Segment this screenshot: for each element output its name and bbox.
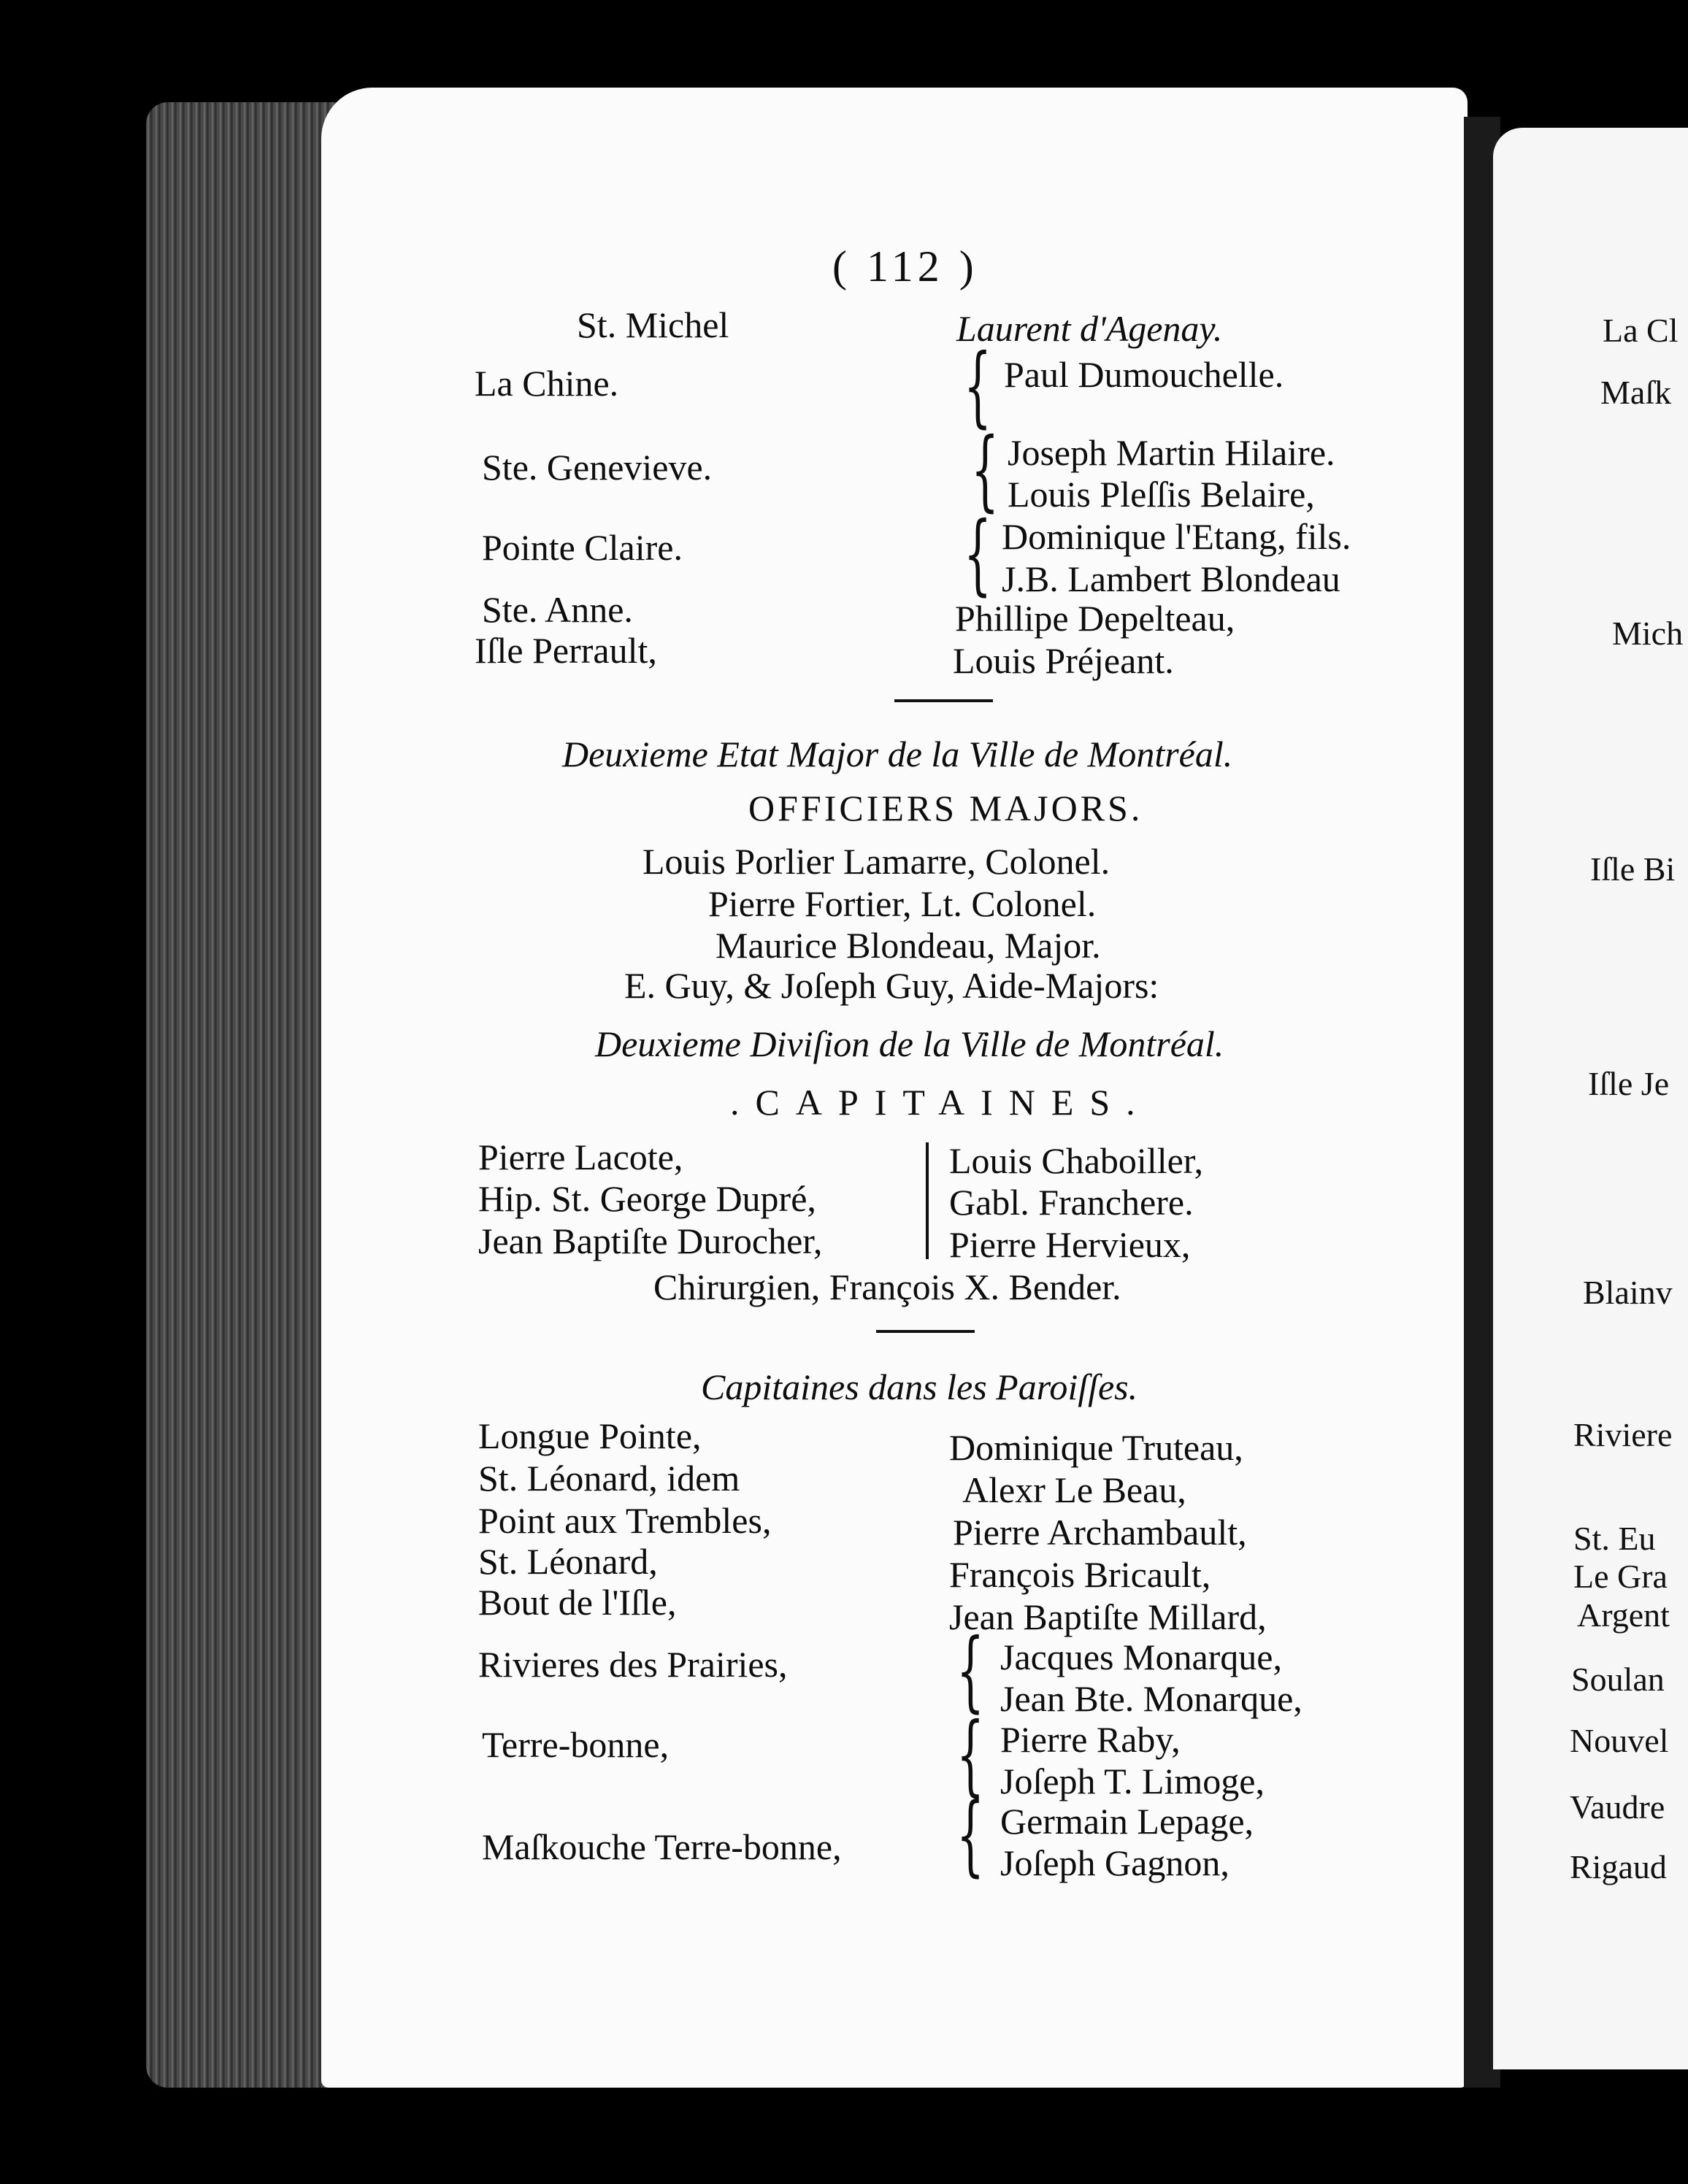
facing-page-text: Riviere [1573, 1416, 1673, 1453]
section-divider [876, 1330, 975, 1333]
facing-page-text: Vaudre [1570, 1788, 1665, 1826]
captain-name: Jean Bte. Monarque, [1000, 1678, 1303, 1719]
captains-heading: .CAPITAINES. [730, 1082, 1151, 1123]
brace-icon: { [956, 1620, 985, 1722]
parish-name: Longue Pointe, [478, 1415, 702, 1456]
facing-page-text: Blainv [1583, 1274, 1673, 1311]
parish-name: St. Léonard, [478, 1541, 658, 1582]
officers-majors-heading: OFFICIERS MAJORS. [748, 788, 1143, 828]
captain-name: Germain Lepage, [1000, 1801, 1254, 1842]
parish-name: St. Léonard, idem [478, 1458, 740, 1499]
brace-icon: { [964, 336, 992, 437]
officer-line: Pierre Fortier, Lt. Colonel. [708, 883, 1097, 924]
brace-icon: { [956, 1704, 985, 1806]
officer-louis-plessis-belaire: Louis Pleſſis Belaire, [1008, 474, 1315, 515]
officer-laurent-dagenay: Laurent d'Agenay. [956, 308, 1223, 349]
surgeon-line: Chirurgien, François X. Bender. [653, 1266, 1121, 1307]
brace-icon: { [964, 504, 992, 605]
captain-name: Jacques Monarque, [1000, 1637, 1282, 1677]
page-number: ( 112 ) [832, 242, 978, 291]
book-edge [146, 102, 336, 2088]
officer-line: E. Guy, & Joſeph Guy, Aide-Majors: [624, 965, 1159, 1006]
parish-name: Bout de l'Iſle, [478, 1582, 677, 1623]
facing-page-text: Iſle Je [1588, 1065, 1670, 1102]
section-divider [894, 699, 993, 702]
captain-name: Joſeph Gagnon, [1000, 1842, 1229, 1883]
officer-jb-lambert-blondeau: J.B. Lambert Blondeau [1002, 558, 1340, 599]
brace-icon: { [971, 420, 1000, 521]
parish-ste-genevieve: Ste. Genevieve. [482, 447, 713, 488]
parish-name: Maſkouche Terre-bonne, [482, 1826, 842, 1867]
officer-paul-dumouchelle: Paul Dumouchelle. [1004, 354, 1284, 395]
captain-left: Hip. St. George Dupré, [478, 1178, 816, 1219]
captain-right: Gabl. Franchere. [949, 1182, 1194, 1223]
officer-line: Maurice Blondeau, Major. [716, 925, 1101, 966]
captain-right: Louis Chaboiller, [949, 1140, 1203, 1181]
officer-joseph-martin-hilaire: Joseph Martin Hilaire. [1008, 432, 1335, 473]
captain-name: Dominique Truteau, [949, 1427, 1243, 1468]
parish-pointe-claire: Pointe Claire. [482, 527, 683, 568]
captain-left: Pierre Lacote, [478, 1137, 683, 1177]
parish-name: Rivieres des Prairies, [478, 1644, 788, 1685]
parish-name: Terre-bonne, [482, 1724, 670, 1765]
captain-name: Alexr Le Beau, [962, 1469, 1186, 1510]
officer-phillipe-depelteau: Phillipe Depelteau, [955, 598, 1235, 639]
captain-name: Pierre Raby, [1000, 1719, 1181, 1760]
parish-name: Point aux Trembles, [478, 1500, 772, 1541]
facing-page-text: Argent [1577, 1596, 1670, 1634]
facing-page-text: Iſle Bi [1590, 850, 1676, 888]
parish-isle-perrault: Iſle Perrault, [475, 630, 657, 671]
facing-page-text: Le Gra [1573, 1558, 1668, 1595]
column-divider [926, 1142, 929, 1259]
facing-page-text: Mich [1612, 615, 1684, 652]
captain-left: Jean Baptiſte Durocher, [478, 1220, 823, 1261]
captain-right: Pierre Hervieux, [949, 1224, 1191, 1265]
division-heading: Deuxieme Diviſion de la Ville de Montréal. [595, 1023, 1224, 1064]
captain-name: Jean Baptiſte Millard, [949, 1596, 1267, 1637]
parish-captains-heading: Capitaines dans les Paroiſſes. [701, 1366, 1138, 1407]
captain-name: Joſeph T. Limoge, [1000, 1761, 1265, 1802]
parish-st-michel: St. Michel [577, 304, 729, 345]
officer-dominique-letang: Dominique l'Etang, fils. [1002, 516, 1351, 557]
section-heading: Deuxieme Etat Major de la Ville de Montréal. [562, 734, 1233, 774]
facing-page-text: Soulan [1571, 1661, 1665, 1698]
captain-name: Pierre Archambault, [953, 1512, 1247, 1553]
facing-page-text: Nouvel [1570, 1722, 1669, 1759]
facing-page-text: La Cl [1603, 312, 1679, 349]
captain-name: François Bricault, [949, 1554, 1211, 1595]
brace-icon: { [956, 1785, 985, 1886]
officer-line: Louis Porlier Lamarre, Colonel. [642, 841, 1110, 882]
facing-page-text: Rigaud [1570, 1848, 1667, 1885]
parish-la-chine: La Chine. [475, 363, 619, 404]
officer-louis-prejeant: Louis Préjeant. [953, 640, 1174, 681]
facing-page-text: St. Eu [1573, 1520, 1656, 1557]
parish-ste-anne: Ste. Anne. [482, 589, 633, 630]
facing-page-text: Maſk [1600, 374, 1672, 411]
